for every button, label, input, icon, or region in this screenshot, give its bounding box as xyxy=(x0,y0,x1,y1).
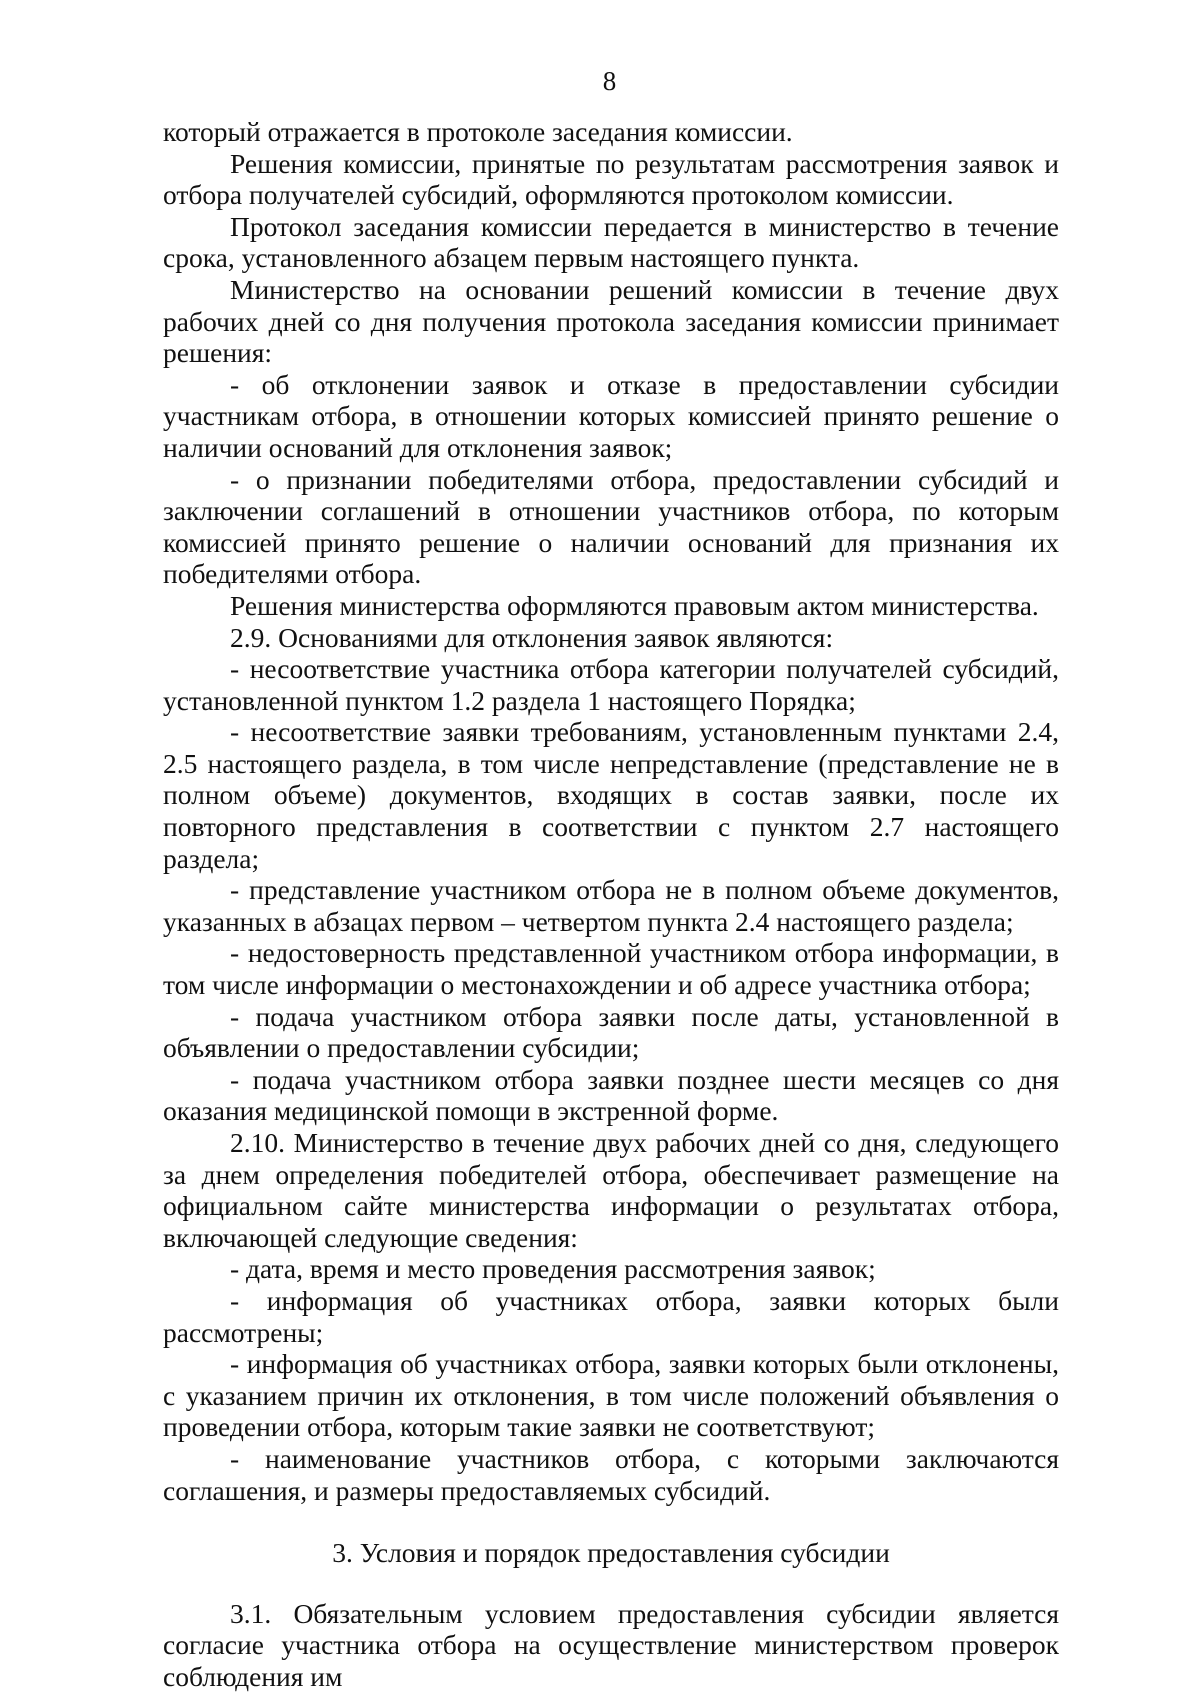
list-item: - об отклонении заявок и отказе в предоставлении субсидии участникам отбора, в отношении которых комиссией принято решение о наличии оснований для отклонения заявок; xyxy=(163,368,1059,463)
paragraph: Протокол заседания комиссии передается в министерство в течение срока, установленного абзацем первым настоящего пункта. xyxy=(163,210,1059,274)
clause-3-1: 3.1. Обязательным условием предоставления субсидии является согласие участника отбора на осуществление министерством проверок соблюдения им xyxy=(163,1597,1059,1692)
paragraph: Решения министерства оформляются правовым актом министерства. xyxy=(230,589,1039,621)
paragraph: Министерство на основании решений комиссии в течение двух рабочих дней со дня получения протокола заседания комиссии принимает решения: xyxy=(163,273,1059,369)
section-heading: 3. Условия и порядок предоставления субсидии xyxy=(332,1537,890,1569)
document-body xyxy=(163,116,1059,1693)
list-item: - несоответствие заявки требованиям, установленным пунктами 2.4, 2.5 настоящего раздела, в том числе непредставление (представление не в полном объеме) документов, входящих в состав заявки, после их повторного представления в соответствии с пунктом 2.7 настоящего раздела; xyxy=(163,716,1059,874)
paragraph: который отражается в протоколе заседания комиссии. xyxy=(163,116,793,147)
clause-2-10: 2.10. Министерство в течение двух рабочих дней со дня, следующего за днем определения победителей отбора, обеспечивает размещение на официальном сайте министерства информации о результатах отбора, включающей следующие сведения: xyxy=(163,1127,1059,1253)
list-item: - дата, время и место проведения рассмотрения заявок; xyxy=(230,1253,876,1285)
list-item: - информация об участниках отбора, заявки которых были рассмотрены; xyxy=(163,1284,1059,1348)
list-item: - подача участником отбора заявки после даты, установленной в объявлении о предоставлении субсидии; xyxy=(163,1000,1059,1064)
list-item: - наименование участников отбора, с которыми заключаются соглашения, и размеры предоставляемых субсидий. xyxy=(163,1442,1059,1506)
list-item: - представление участником отбора не в полном объеме документов, указанных в абзацах первом – четвертом пункта 2.4 настоящего раздела; xyxy=(163,874,1059,937)
paragraph: Решения комиссии, принятые по результатам рассмотрения заявок и отбора получателей субсидий, оформляются протоколом комиссии. xyxy=(163,147,1059,211)
list-item: - о признании победителями отбора, предоставлении субсидий и заключении соглашений в отношении участников отбора, по которым комиссией принято решение о наличии оснований для признания их победителями отбора. xyxy=(163,463,1059,590)
page-number: 8 xyxy=(602,66,617,96)
list-item: - информация об участниках отбора, заявки которых были отклонены, с указанием причин их отклонения, в том числе положений объявления о проведении отбора, которым такие заявки не соответствуют; xyxy=(163,1348,1059,1443)
list-item: - недостоверность представленной участником отбора информации, в том числе информации о местонахождении и об адресе участника отбора; xyxy=(163,937,1059,1001)
clause-2-9: 2.9. Основаниями для отклонения заявок являются: xyxy=(230,621,834,653)
list-item: - подача участником отбора заявки позднее шести месяцев со дня оказания медицинской помощи в экстренной форме. xyxy=(163,1063,1059,1127)
list-item: - несоответствие участника отбора категории получателей субсидий, установленной пунктом 1.2 раздела 1 настоящего Порядка; xyxy=(163,653,1059,716)
